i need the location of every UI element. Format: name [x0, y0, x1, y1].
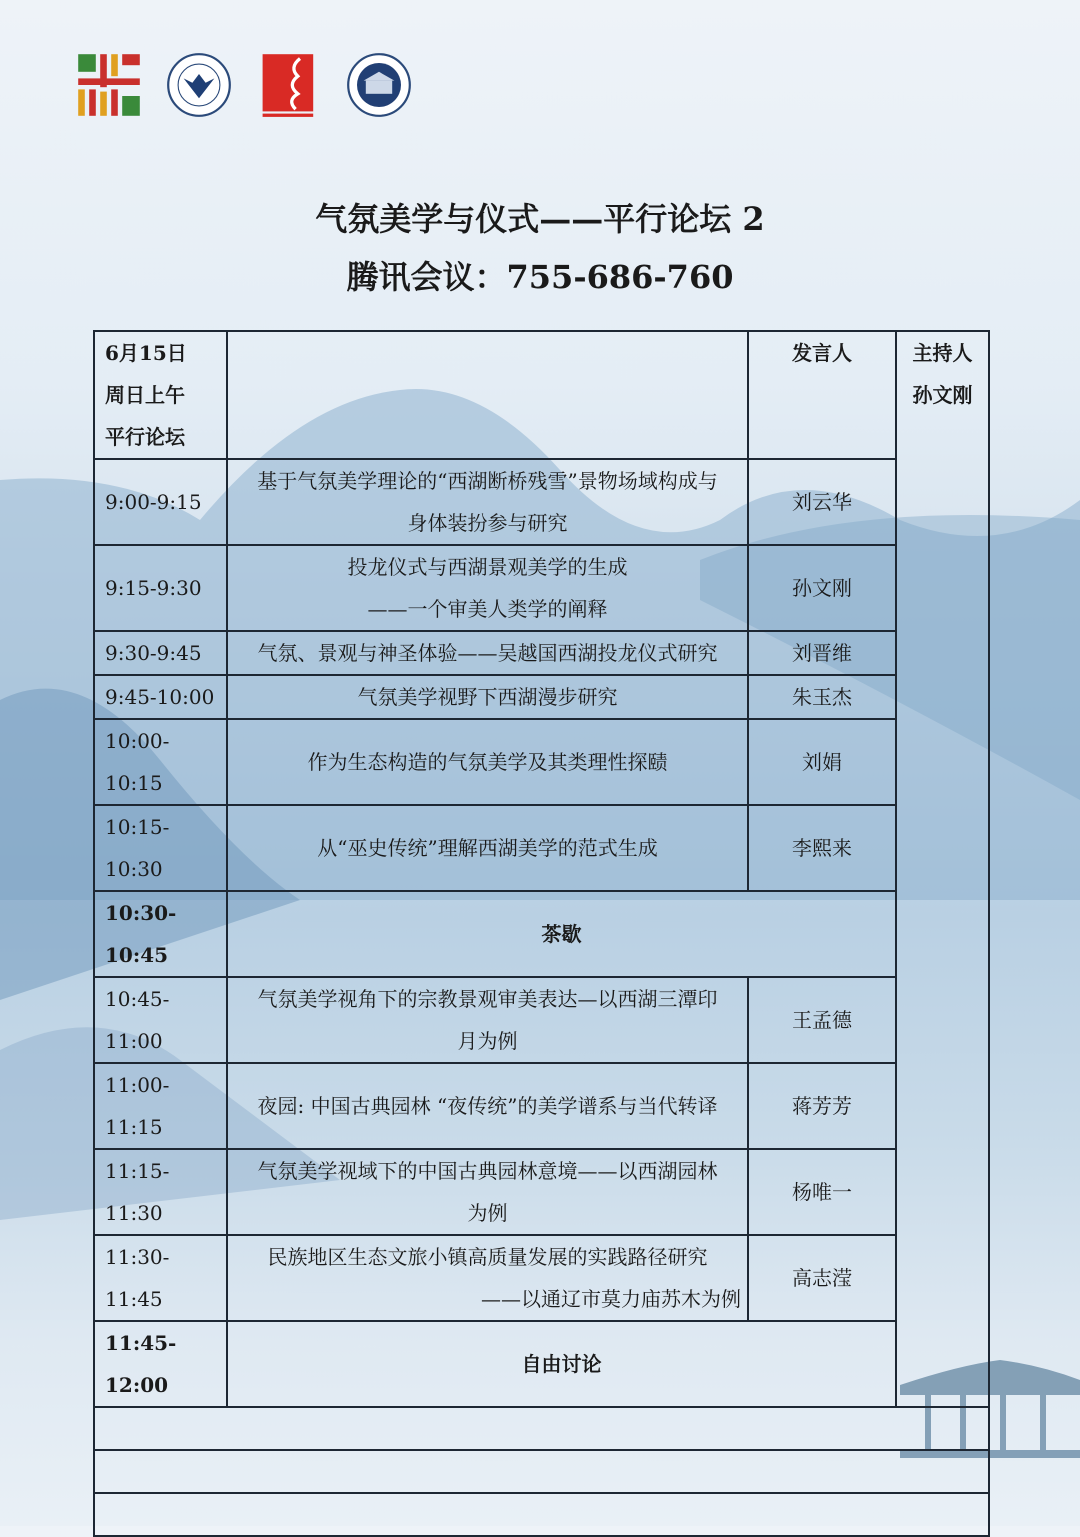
table-row [94, 545, 989, 631]
time-cell: 11:45-12:00 [94, 1321, 227, 1407]
talk-title-line: ——一个审美人类学的阐释 [367, 597, 608, 621]
talk-title-cell [227, 1149, 748, 1235]
time-cell: 10:15-10:30 [94, 805, 227, 891]
zhejiang-university-seal [166, 52, 232, 118]
empty-cell [94, 1407, 989, 1450]
time-cell: 9:30-9:45 [94, 631, 227, 675]
talk-title-line: 为例 [467, 1201, 508, 1225]
empty-row [94, 1450, 989, 1493]
empty-row [94, 1407, 989, 1450]
time-cell: 9:00-9:15 [94, 459, 227, 545]
empty-cell [94, 1450, 989, 1493]
time-cell: 11:15-11:30 [94, 1149, 227, 1235]
empty-row [94, 1493, 989, 1536]
date: 6月15日 [105, 341, 187, 365]
talk-title-line: 气氛美学视角下的宗教景观审美表达—以西湖三潭印 [257, 987, 718, 1011]
host-name: 孙文刚 [912, 383, 973, 407]
talk-title-cell [227, 631, 748, 675]
page-title: 气氛美学与仪式——平行论坛 2 [315, 200, 765, 238]
time-cell: 10:45-11:00 [94, 977, 227, 1063]
time-cell: 11:00-11:15 [94, 1063, 227, 1149]
talk-title-line: 从“巫史传统”理解西湖美学的范式生成 [317, 836, 658, 860]
speaker-cell: 杨唯一 [748, 1149, 896, 1235]
speaker-cell: 李熙来 [748, 805, 896, 891]
talk-title-line: 月为例 [457, 1029, 518, 1053]
academy-seal [346, 52, 412, 118]
speaker-cell: 刘娟 [748, 719, 896, 805]
table-row [94, 1235, 989, 1321]
time-cell: 11:30-11:45 [94, 1235, 227, 1321]
talk-title-line: 身体装扮参与研究 [407, 511, 568, 535]
talk-title-line: 气氛美学视域下的中国古典园林意境——以西湖园林 [257, 1159, 718, 1183]
talk-title-line: 气氛、景观与神圣体验——吴越国西湖投龙仪式研究 [257, 641, 718, 665]
logo-row [76, 52, 412, 118]
talk-title-line: 气氛美学视野下西湖漫步研究 [357, 685, 618, 709]
talk-title-line: 基于气氛美学理论的“西湖断桥残雪”景物场域构成与 [257, 469, 718, 493]
speaker-header: 发言人 [748, 331, 896, 459]
break-cell: 茶歇 [227, 891, 896, 977]
talk-title-line: 夜园: 中国古典园林 “夜传统”的美学谱系与当代转译 [257, 1094, 718, 1118]
table-row [94, 631, 989, 675]
blank-header-cell [227, 331, 748, 459]
time-cell: 10:00-10:15 [94, 719, 227, 805]
time-cell: 9:15-9:30 [94, 545, 227, 631]
talk-title-cell [227, 545, 748, 631]
time-cell: 9:45-10:00 [94, 675, 227, 719]
talk-title-cell [227, 675, 748, 719]
speaker-cell: 刘晋维 [748, 631, 896, 675]
day-session: 周日上午 [105, 383, 185, 407]
table-row [94, 977, 989, 1063]
table-row [94, 719, 989, 805]
table-row [94, 805, 989, 891]
talk-title-cell [227, 977, 748, 1063]
table-row [94, 1149, 989, 1235]
zhejiang-arts-logo [76, 52, 142, 118]
talk-title-line: 民族地区生态文旅小镇高质量发展的实践路径研究 [267, 1245, 708, 1269]
forum-type: 平行论坛 [105, 425, 185, 449]
break-cell: 自由讨论 [227, 1321, 896, 1407]
talk-title-line: 作为生态构造的气氛美学及其类理性探赜 [307, 750, 668, 774]
date-cell [94, 331, 227, 459]
talk-title-cell [227, 459, 748, 545]
talk-title-line: ——以通辽市莫力庙苏木为例 [481, 1287, 741, 1311]
talk-title-cell [227, 1235, 748, 1321]
host-cell [896, 331, 989, 1407]
speaker-cell: 朱玉杰 [748, 675, 896, 719]
table-row [94, 1063, 989, 1149]
speaker-cell: 孙文刚 [748, 545, 896, 631]
talk-title-cell [227, 719, 748, 805]
break-row [94, 1321, 989, 1407]
table-row [94, 459, 989, 545]
table-header-row [94, 331, 989, 459]
speaker-cell: 高志滢 [748, 1235, 896, 1321]
talk-title-cell [227, 805, 748, 891]
talk-title-cell [227, 1063, 748, 1149]
schedule-table [93, 330, 990, 1537]
speaker-cell: 王孟德 [748, 977, 896, 1063]
empty-cell [94, 1493, 989, 1536]
speaker-cell: 刘云华 [748, 459, 896, 545]
talk-title-line: 投龙仪式与西湖景观美学的生成 [347, 555, 628, 579]
host-header: 主持人 [912, 341, 973, 365]
speaker-cell: 蒋芳芳 [748, 1063, 896, 1149]
table-row [94, 675, 989, 719]
red-calligraphy-logo [256, 52, 322, 118]
time-cell: 10:30-10:45 [94, 891, 227, 977]
break-row [94, 891, 989, 977]
meeting-id: 腾讯会议：755-686-760 [346, 258, 734, 296]
